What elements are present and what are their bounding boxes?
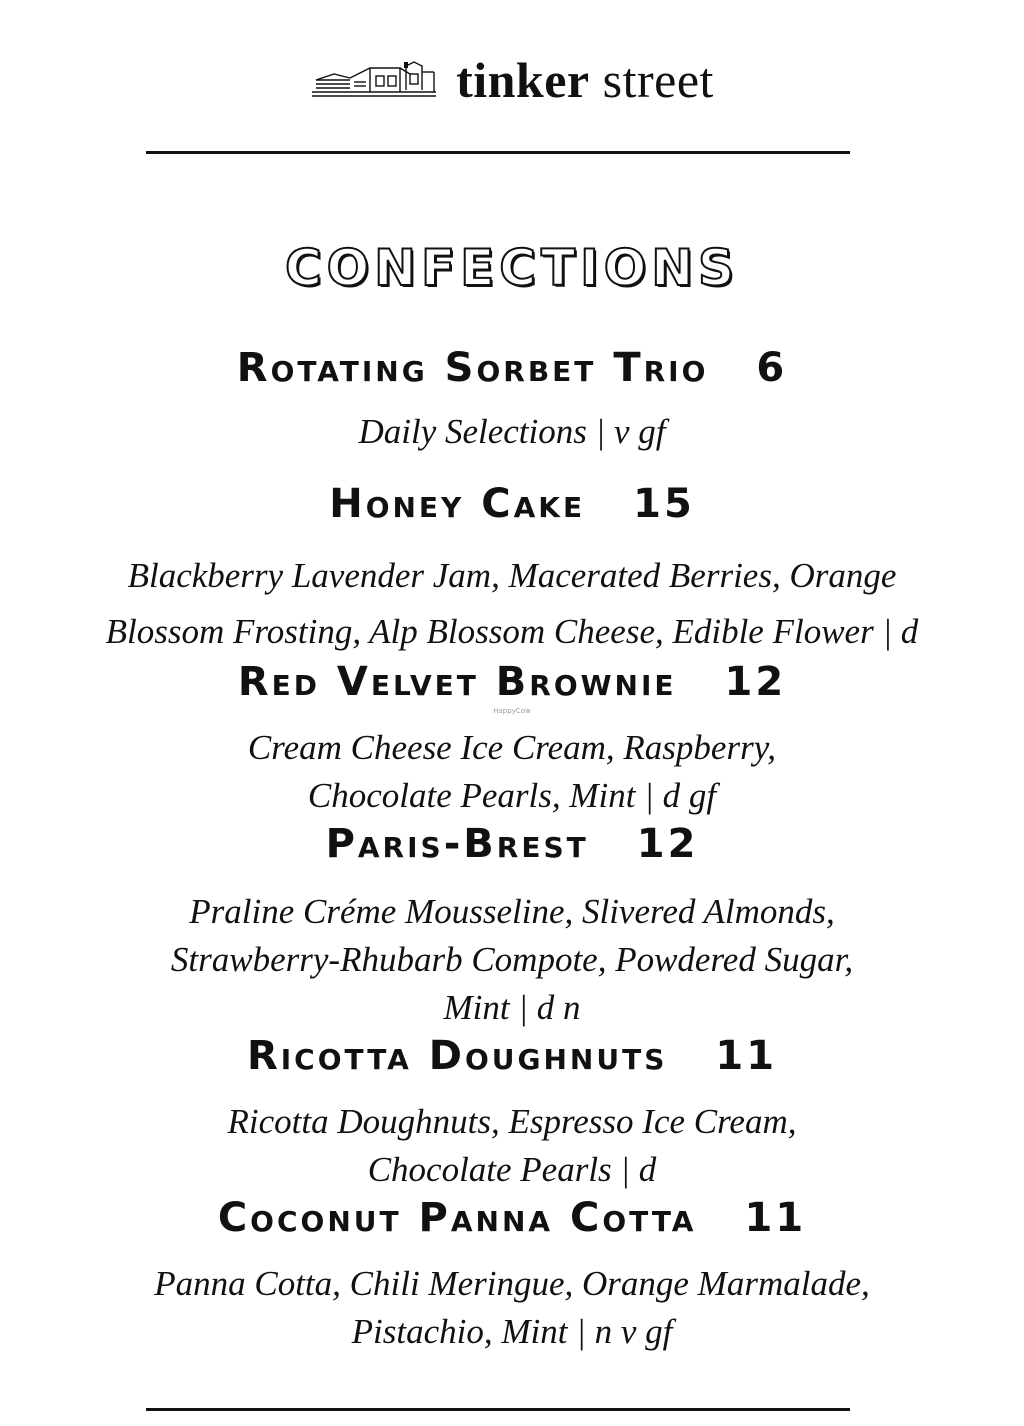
description-line: Chocolate Pearls | d [367,1150,657,1189]
menu-item-name: Rotating Sorbet Trio [236,345,709,391]
brand-logo [0,52,1024,108]
description-line: Panna Cotta, Chili Meringue, Orange Marmalade, [154,1264,870,1303]
menu-item-price: 11 [715,1033,778,1079]
menu-item-title [0,822,1024,866]
menu-item-price: 6 [756,345,788,391]
menu-item-price: 15 [633,481,695,527]
menu-item-description [0,1260,1024,1356]
description-line: Strawberry-Rhubarb Compote, Powdered Sugar, [170,940,854,979]
description-line: Blossom Frosting, Alp Blossom Cheese, Edible Flower | d [105,612,919,651]
description-line: Praline Créme Mousseline, Slivered Almonds, [189,892,835,931]
description-line: Pistachio, Mint | n v gf [351,1312,673,1351]
menu-item-title [0,1034,1024,1078]
menu-item-price: 12 [636,821,699,867]
watermark: HappyCow [493,707,531,715]
description-line: Cream Cheese Ice Cream, Raspberry, [247,728,777,767]
description-line: Daily Selections | v gf [358,412,666,451]
menu-item-name: Coconut Panna Cotta [217,1195,697,1241]
menu-item-description [0,1098,1024,1194]
menu-item-name: Honey Cake [329,481,586,527]
description-line: Blackberry Lavender Jam, Macerated Berries, Orange [127,556,897,595]
menu-item-description [0,724,1024,820]
menu-item-price: 12 [724,659,787,705]
house-icon [310,60,438,100]
menu-item-price: 11 [744,1195,807,1241]
menu-item-name: Ricotta Doughnuts [246,1033,668,1079]
description-line: Mint | d n [443,988,581,1027]
menu-item-title [0,1196,1024,1240]
menu-item-name: Paris-Brest [325,821,589,867]
menu-item-description [0,888,1024,1032]
brand-name [456,52,714,108]
menu-item-title [0,346,1024,390]
brand-name-bold: tinker [456,52,590,108]
brand-name-light: street [602,52,714,108]
bottom-divider [146,1408,850,1411]
menu-item-description [0,408,1024,456]
menu-item-description [0,548,1024,660]
menu-item-title [0,660,1024,704]
description-line: Chocolate Pearls, Mint | d gf [307,776,717,815]
top-divider [146,151,850,154]
section-title: CONFECTIONS [284,239,740,297]
description-line: Ricotta Doughnuts, Espresso Ice Cream, [227,1102,797,1141]
menu-item-name: Red Velvet Brownie [237,659,677,705]
menu-item-title [0,482,1024,526]
